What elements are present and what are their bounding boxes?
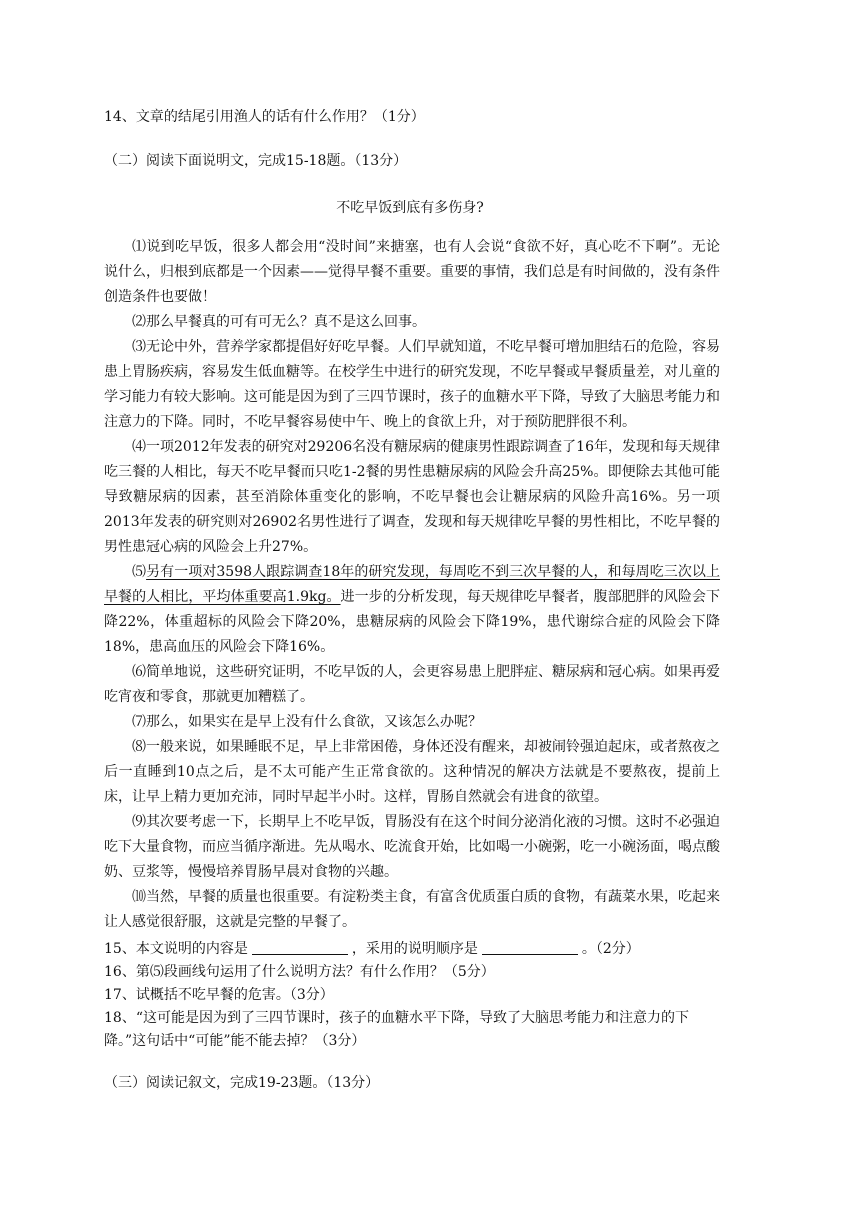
paragraph-5-number: ⑸	[132, 564, 147, 580]
question-15-part-a: 15、本文说明的内容是	[104, 941, 248, 957]
article-title: 不吃早饭到底有多伤身?	[336, 200, 484, 216]
section-3-heading: （三）阅读记叙文，完成19-23题。（13分）	[104, 1075, 380, 1091]
paragraph-6: ⑹简单地说，这些研究证明，不吃早饭的人，会更容易患上肥胖症、糖尿病和冠心病。如果再爱吃宵夜和零食，那就更加糟糕了。	[104, 664, 720, 705]
answer-blank-1[interactable]	[252, 940, 348, 955]
answer-blank-2[interactable]	[482, 940, 578, 955]
paragraph-9: ⑼其次要考虑一下，长期早上不吃早饭，胃肠没有在这个时间分泌消化液的习惯。这时不必强迫吃下大量食物，而应当循序渐进。先从喝水、吃流食开始，比如喝一小碗粥，吃一小碗汤面，喝点酸奶、豆浆等，慢慢培养胃肠早晨对食物的兴趣。	[104, 814, 720, 880]
section-2-heading: （二）阅读下面说明文，完成15-18题。（13分）	[104, 153, 408, 169]
paragraph-7: ⑺那么，如果实在是早上没有什么食欲，又该怎么办呢？	[132, 714, 482, 730]
question-18: 18、“这可能是因为到了三四节课时，孩子的血糖水平下降，导致了大脑思考能力和注意力的下降。”这句话中“可能”能不能去掉？（3分）	[104, 1010, 689, 1049]
underlined-sentence: 另有一项对3598人跟踪调查18年的研究发现，每周吃不到三次早餐的人，和每周吃三次以上早餐的人相比，平均体重要高1.9kg。	[104, 564, 721, 605]
paragraph-1: ⑴说到吃早饭，很多人都会用“没时间”来搪塞，也有人会说“食欲不好，真心吃不下啊”。无论说什么，归根到底都是一个因素——觉得早餐不重要。重要的事情，我们总是有时间做的，没有条件创造条件也要做！	[104, 239, 720, 305]
paragraph-3: ⑶无论中外，营养学家都提倡好好吃早餐。人们早就知道，不吃早餐可增加胆结石的危险，容易患上胃肠疾病，容易发生低血糖等。在校学生中进行的研究发现，不吃早餐或早餐质量差，对儿童的学习能力有较大影响。这可能是因为到了三四节课时，孩子的血糖水平下降，导致了大脑思考能力和注意力的下降。同时，不吃早餐容易使中午、晚上的食欲上升，对于预防肥胖很不利。	[104, 339, 720, 430]
paragraph-2: ⑵那么早餐真的可有可无么？真不是这么回事。	[132, 314, 426, 330]
question-17: 17、试概括不吃早餐的危害。（3分）	[104, 987, 334, 1003]
paragraph-4: ⑷一项2012年发表的研究对29206名没有糖尿病的健康男性跟踪调查了16年，发现和每天规律吃三餐的人相比，每天不吃早餐而只吃1-2餐的男性患糖尿病的风险会升高25%。即便除去其他可能导致糖尿病的因素，甚至消除体重变化的影响，不吃早餐也会让糖尿病的风险升高16%。另一项2013年发表的研究则对26902名男性进行了调查，发现和每天规律吃早餐的男性相比，不吃早餐的男性患冠心病的风险会上升27%。	[104, 439, 720, 555]
article-body	[104, 235, 720, 935]
questions-block	[104, 938, 724, 1053]
paragraph-8: ⑻一般来说，如果睡眠不足，早上非常困倦，身体还没有醒来，却被闹铃强迫起床，或者熬夜之后一直睡到10点之后，是不太可能产生正常食欲的。这种情况的解决方法就是不要熬夜，提前上床，让早上精力更加充沛，同时早起半小时。这样，胃肠自然就会有进食的欲望。	[104, 739, 720, 805]
question-16: 16、第⑸段画线句运用了什么说明方法？有什么作用？（5分）	[104, 964, 495, 980]
paragraph-5-rest: 进一步的分析发现，每天规律吃早餐者，腹部肥胖的风险会下降22%，体重超标的风险会下降20%，患糖尿病的风险会下降19%，患代谢综合症的风险会下降18%，患高血压的风险会下降16%。	[104, 589, 720, 655]
paragraph-5	[104, 560, 720, 660]
question-14: 14、文章的结尾引用渔人的话有什么作用？（1分）	[104, 109, 425, 125]
question-15-part-c: 。（2分）	[581, 941, 640, 957]
paragraph-10: ⑽当然，早餐的质量也很重要。有淀粉类主食，有富含优质蛋白质的食物，有蔬菜水果，吃起来让人感觉很舒服，这就是完整的早餐了。	[104, 889, 720, 930]
question-15	[104, 938, 724, 961]
question-15-part-b: ，采用的说明顺序是	[351, 941, 478, 957]
